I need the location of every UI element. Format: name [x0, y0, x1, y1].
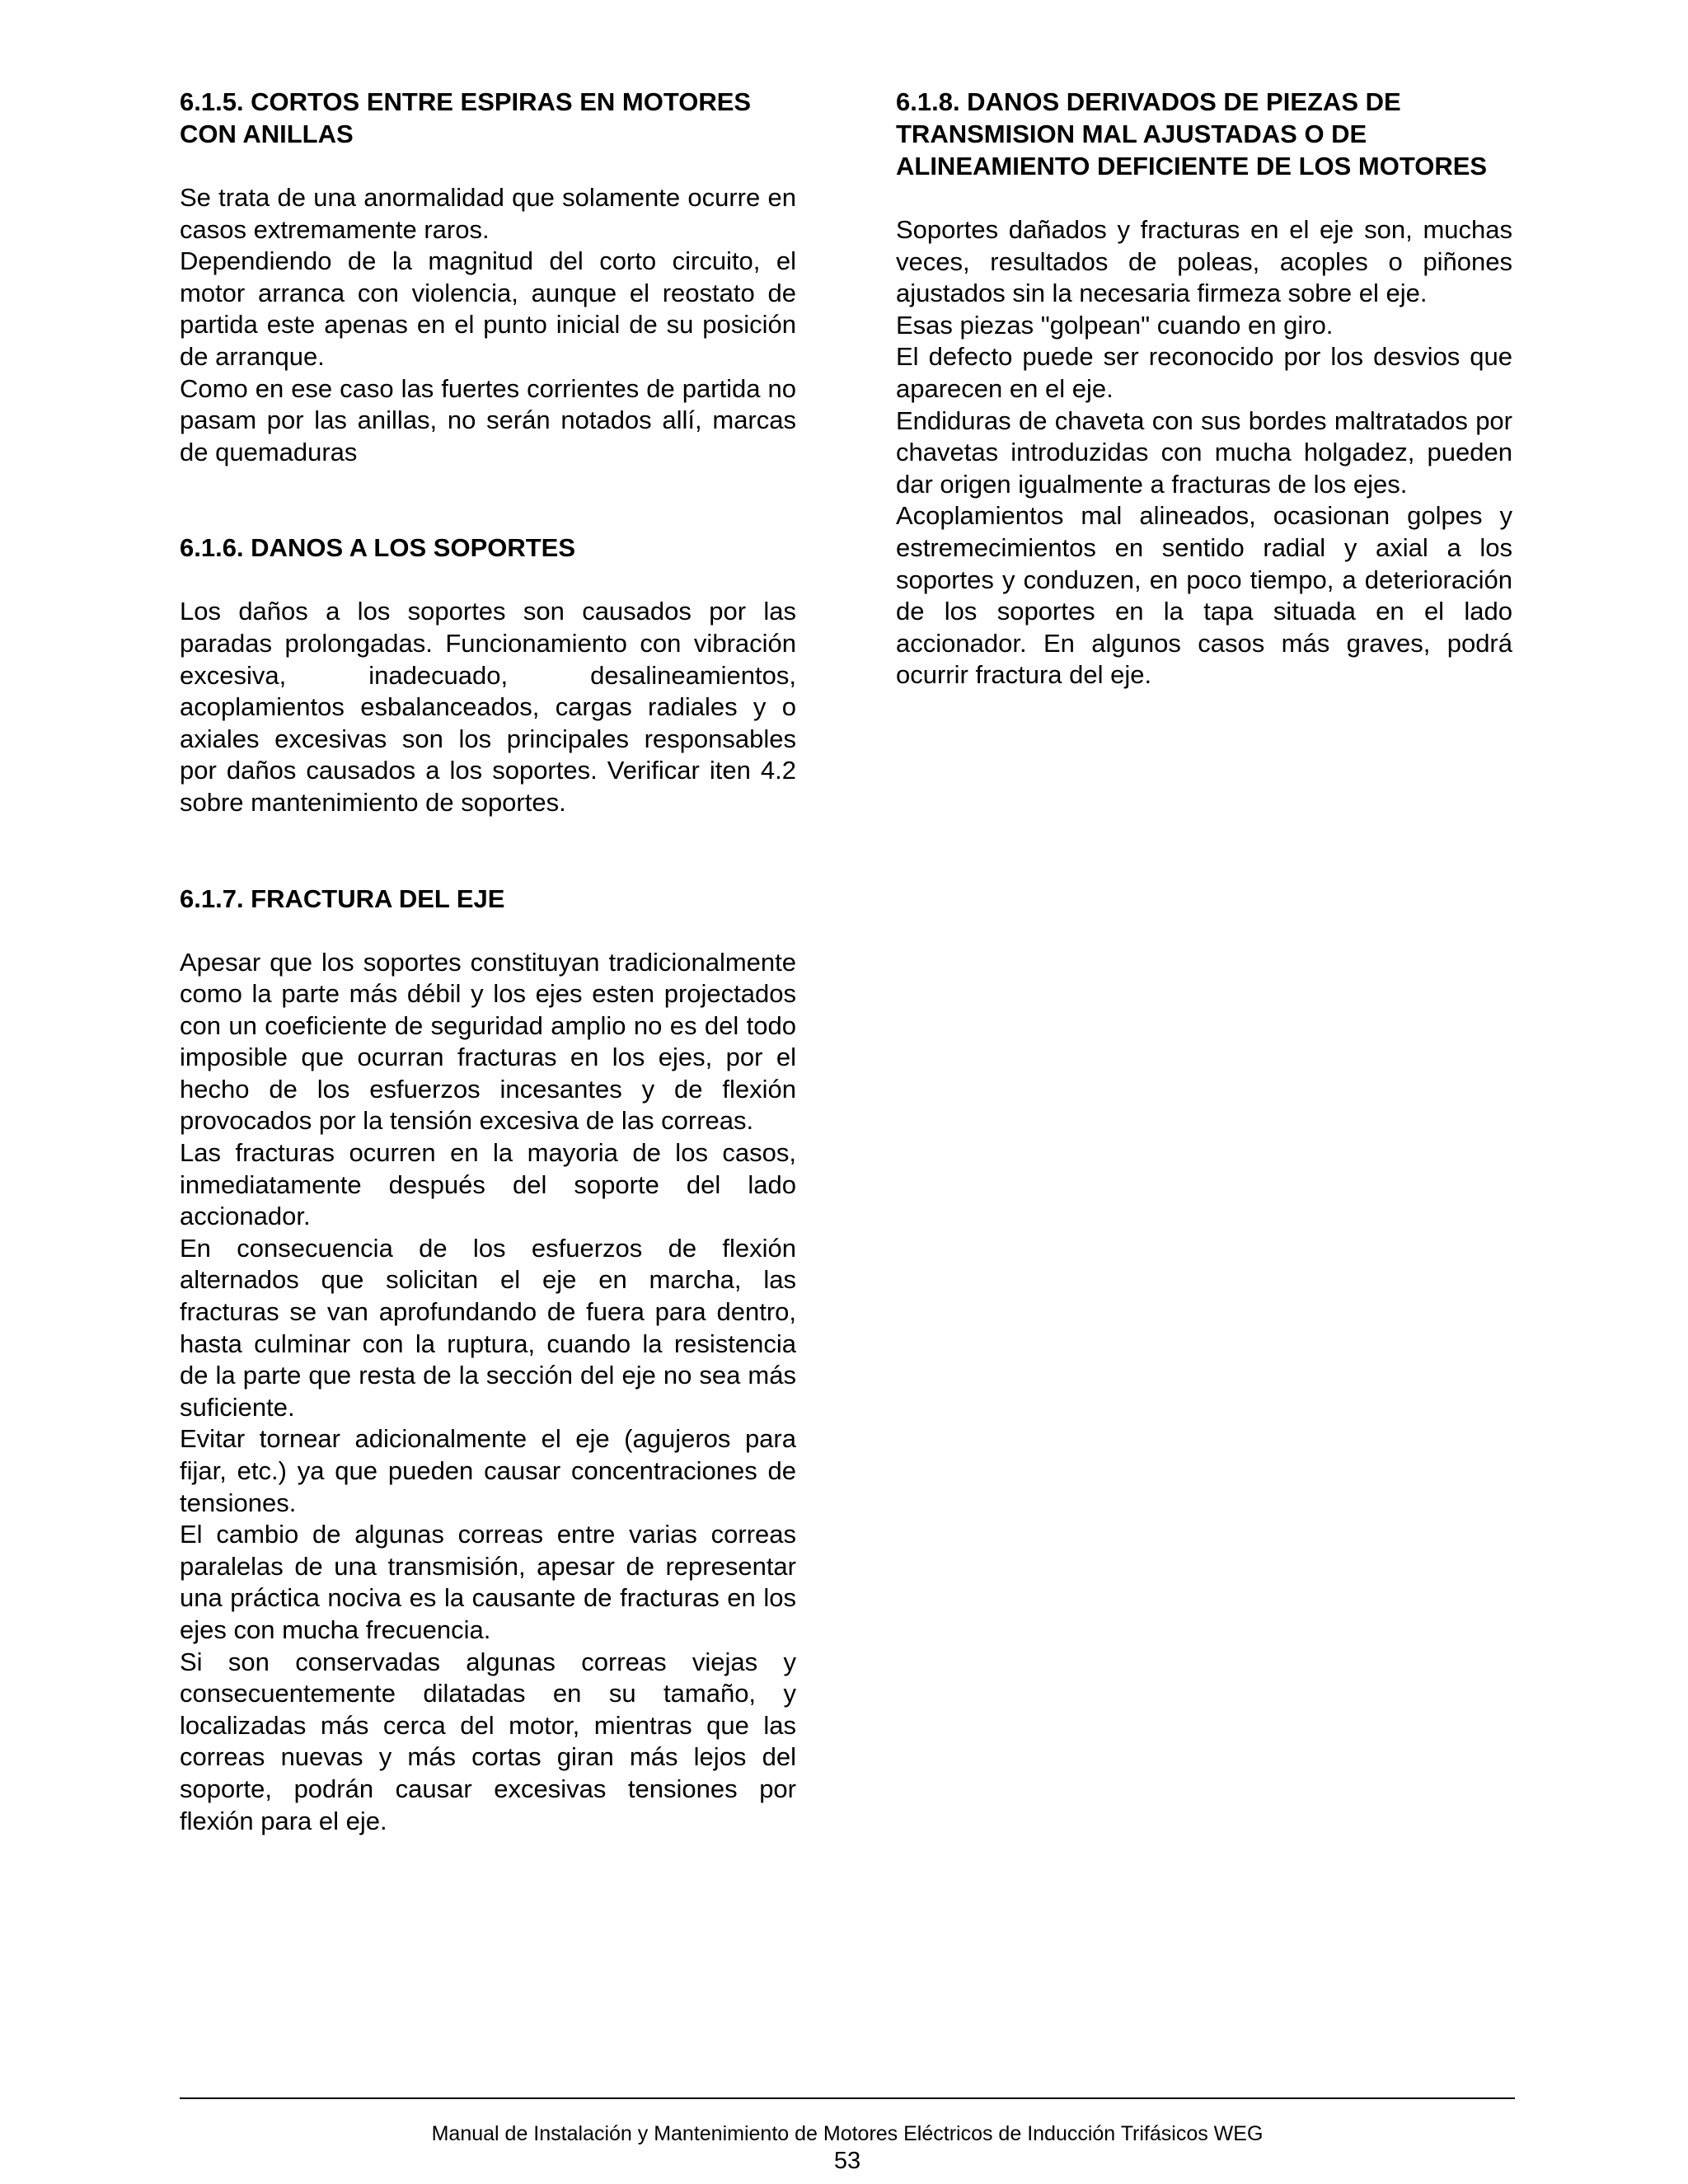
section-6-1-6: [180, 532, 796, 818]
paragraph: El defecto puede ser reconocido por los desvios que aparecen en el eje.: [896, 342, 1512, 403]
footer-divider: [180, 2097, 1515, 2099]
section-heading: 6.1.8. DANOS DERIVADOS DE PIEZAS DE TRANSMISION MAL AJUSTADAS O DE ALINEAMIENTO DEFICIENTE DE LOS MOTORES: [896, 87, 1488, 180]
paragraph: Evitar tornear adicionalmente el eje (agujeros para fijar, etc.) ya que pueden causar concentraciones de tensiones.: [180, 1424, 796, 1517]
page-number: 53: [833, 2148, 861, 2174]
paragraph: Las fracturas ocurren en la mayoria de los casos, inmediatamente después del soporte del lado accionador.: [180, 1138, 796, 1231]
section-heading: 6.1.7. FRACTURA DEL EJE: [180, 883, 505, 913]
right-column: [896, 86, 1512, 691]
paragraph: Los daños a los soportes son causados por las paradas prolongadas. Funcionamiento con vibración excesiva, inadecuado, desalineamientos, acoplamientos esbalanceados, cargas radiales y o axiales excesivas son los principales responsables por daños causados a los soportes. Verificar iten 4.2 sobre mantenimiento de soportes.: [180, 597, 796, 817]
paragraph: Soportes dañados y fracturas en el eje son, muchas veces, resultados de poleas, acoples o piñones ajustados sin la necesaria firmeza sobre el eje.: [896, 215, 1512, 308]
paragraph: Apesar que los soportes constituyan tradicionalmente como la parte más débil y los ejes esten projectados con un coeficiente de seguridad amplio no es del todo imposible que ocurran fracturas en los ejes, por el hecho de los esfuerzos incesantes y de flexión provocados por la tensión excesiva de las correas.: [180, 947, 796, 1136]
paragraph: Se trata de una anormalidad que solamente ocurre en casos extremamente raros.: [180, 183, 796, 244]
section-spacer: [180, 819, 796, 883]
paragraph: Endiduras de chaveta con sus bordes maltratados por chavetas introduzidas con mucha holgadez, pueden dar origen igualmente a fracturas de los ejes.: [896, 405, 1512, 499]
section-6-1-7: [180, 883, 796, 1838]
left-column: [180, 86, 796, 1837]
paragraph: Dependiendo de la magnitud del corto circuito, el motor arranca con violencia, aunque el reostato de partida este apenas en el punto inicial de su posición de arranque.: [180, 246, 796, 371]
section-heading: 6.1.5. CORTOS ENTRE ESPIRAS EN MOTORES CON ANILLAS: [180, 87, 752, 148]
paragraph: Acoplamientos mal alineados, ocasionan golpes y estremecimientos en sentido radial y axial a los soportes y conduzen, en poco tiempo, a deterioración de los soportes en la tapa situada en el lado accionador. En algunos casos más graves, podrá ocurrir fractura del eje.: [896, 501, 1512, 690]
paragraph: Como en ese caso las fuertes corrientes de partida no pasam por las anillas, no serán notados allí, marcas de quemaduras: [180, 373, 796, 466]
section-heading: 6.1.6. DANOS A LOS SOPORTES: [180, 533, 576, 563]
section-spacer: [180, 468, 796, 532]
paragraph: El cambio de algunas correas entre varias correas paralelas de una transmisión, apesar de representar una práctica nociva es la causante de fracturas en los ejes con mucha frecuencia.: [180, 1520, 796, 1644]
section-6-1-5: [180, 86, 796, 468]
paragraph: Esas piezas "golpean" cuando en giro.: [896, 310, 1334, 340]
footer-title: Manual de Instalación y Mantenimiento de Motores Eléctricos de Inducción Trifásicos WEG: [431, 2122, 1264, 2145]
paragraph: Si son conservadas algunas correas viejas y consecuentemente dilatadas en su tamaño, y localizadas más cerca del motor, mientras que las correas nuevas y más cortas giran más lejos del soporte, podrán causar excesivas tensiones por flexión para el eje.: [180, 1647, 796, 1835]
section-6-1-8: [896, 86, 1512, 691]
paragraph: En consecuencia de los esfuerzos de flexión alternados que solicitan el eje en marcha, las fracturas se van aprofundando de fuera para dentro, hasta culminar con la ruptura, cuando la resistencia de la parte que resta de la sección del eje no sea más suficiente.: [180, 1233, 796, 1422]
